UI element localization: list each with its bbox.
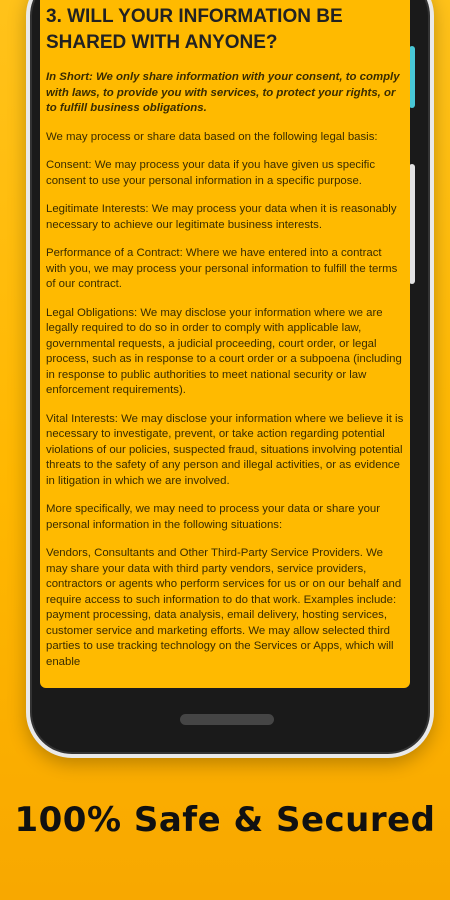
policy-content xyxy=(40,0,410,670)
tagline: 100% Safe & Secured xyxy=(14,800,436,840)
policy-paragraph-vendors: Vendors, Consultants and Other Third-Party Service Providers. We may share your data with third party vendors, service providers, contractors or agents who perform services for us or on our behalf and require access to such information to do that work. Examples include: payment processing, data analysis, email delivery, hosting services, customer service and marketing efforts. We may allow selected third parties to use tracking technology on the Services or Apps, which will enable xyxy=(46,547,402,668)
phone-screen[interactable] xyxy=(40,0,410,688)
section-heading: 3. WILL YOUR INFORMATION BE SHARED WITH ANYONE? xyxy=(46,6,343,53)
policy-paragraph-legitimate-interests: Legitimate Interests: We may process your data when it is reasonably necessary to achieve our legitimate business interests. xyxy=(46,203,397,231)
policy-paragraph-consent: Consent: We may process your data if you have given us specific consent to use your personal information in a specific purpose. xyxy=(46,159,376,187)
policy-paragraph-contract: Performance of a Contract: Where we have entered into a contract with you, we may process your personal information to fulfill the terms of our contract. xyxy=(46,247,398,290)
policy-paragraph-legal-obligations: Legal Obligations: We may disclose your information where we are legally required to do so in order to comply with applicable law, governmental requests, a judicial proceeding, court order, or legal process, such as in response to a court order or a subpoena (including in response to public authorities to meet national security or law enforcement requirements). xyxy=(46,306,402,396)
in-short-summary: In Short: We only share information with your consent, to comply with laws, to provide you with services, to protect your rights, or to fulfill business obligations. xyxy=(46,71,400,114)
home-indicator[interactable] xyxy=(180,714,274,725)
policy-paragraph-situations: More specifically, we may need to process your data or share your personal information in the following situations: xyxy=(46,503,381,531)
policy-paragraph-vital-interests: Vital Interests: We may disclose your information where we believe it is necessary to investigate, prevent, or take action regarding potential violations of our policies, suspected fraud, situations involving potential threats to the safety of any person and illegal activities, or as evidence in litigation in which we are involved. xyxy=(46,412,404,487)
policy-paragraph-legal-basis: We may process or share data based on the following legal basis: xyxy=(46,130,378,143)
